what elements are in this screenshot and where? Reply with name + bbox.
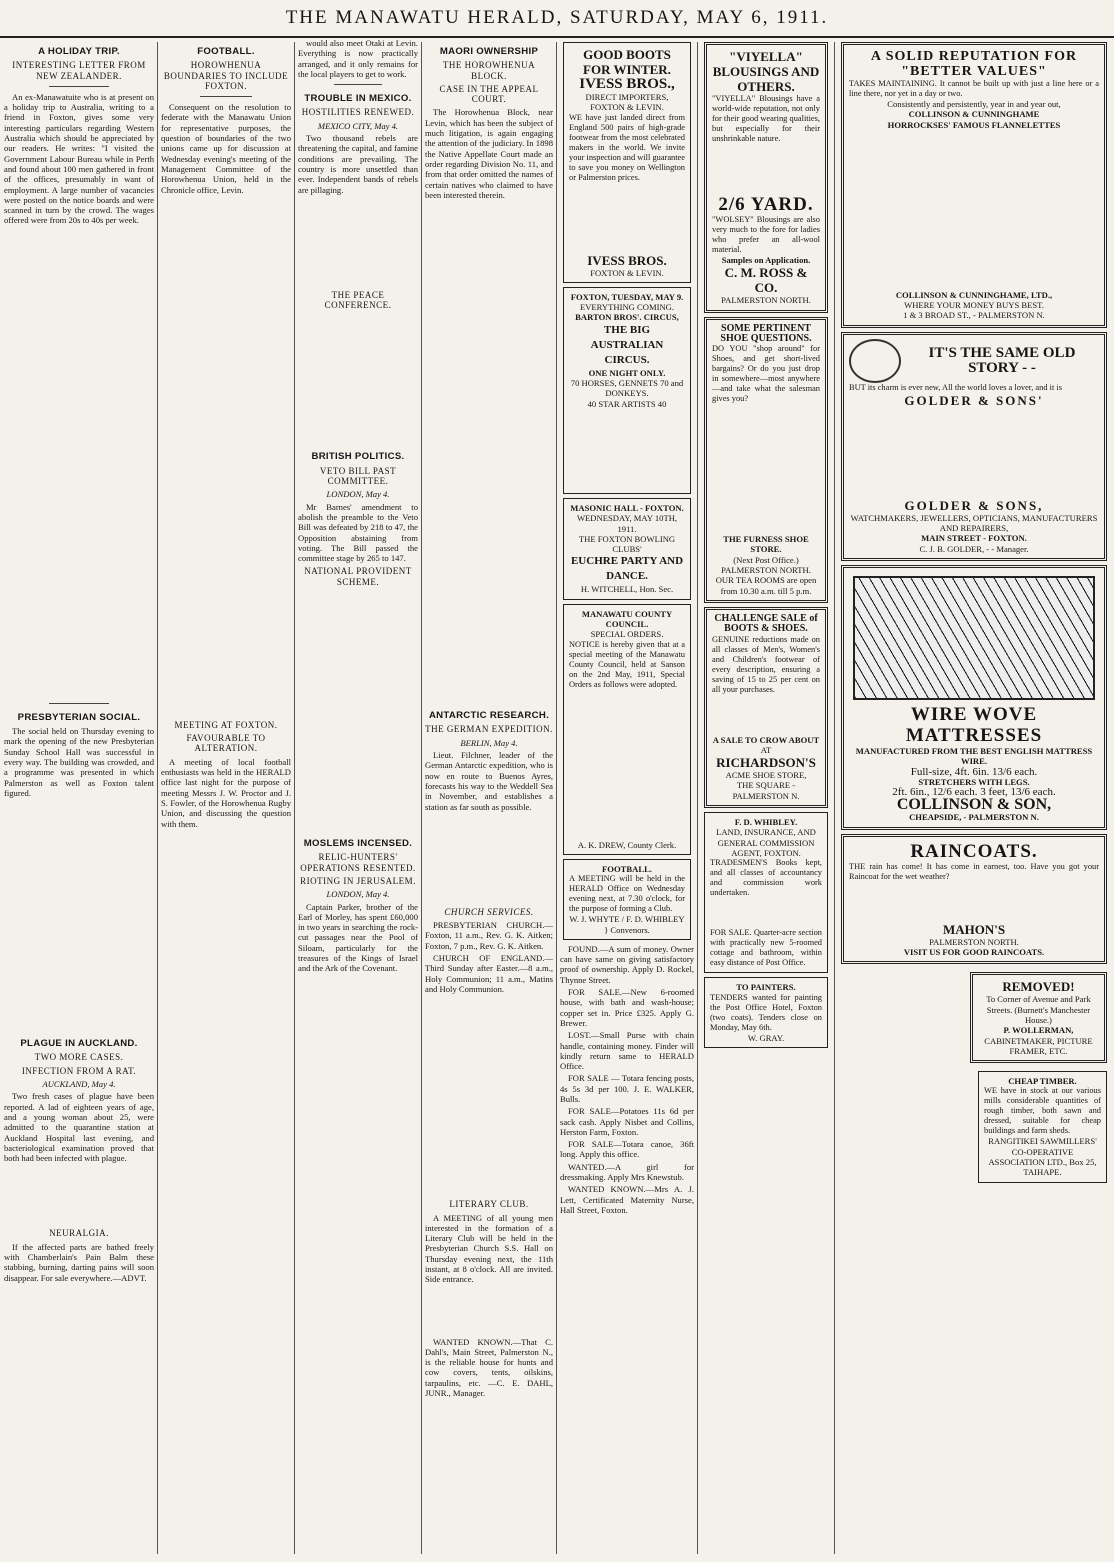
ad-title: EUCHRE PARTY AND DANCE. [570, 555, 684, 583]
ad-header-row [849, 339, 1099, 383]
dateline: LONDON, May 4. [326, 489, 390, 500]
ad-collinson-cunninghame [841, 42, 1107, 328]
classified-text: WANTED KNOWN.—That C. Dahl's, Main Street, Palmerston N., is the reliable house for hunts and cow covers, tents, oilskins, tarpaulins, etc. —C. E. DAHL, JUNR., Manager. [425, 1336, 553, 1399]
ad-row-left [838, 968, 967, 1067]
ad-title: REMOVED! [1002, 979, 1075, 995]
ad-euchre [563, 498, 691, 600]
subhead: TWO MORE CASES. [34, 1052, 124, 1063]
ad-address: MAIN STREET - FOXTON. [921, 533, 1027, 544]
article-continuation [298, 197, 418, 287]
ad-line: THE FOXTON BOWLING CLUBS' [578, 533, 676, 555]
ad-continuation [849, 882, 1099, 922]
ad-store: ACME SHOE STORE, [725, 770, 807, 781]
subhead: INTERESTING LETTER FROM NEW ZEALANDER. [12, 60, 146, 81]
ad-line: WEDNESDAY, MAY 10TH, 1911. [576, 513, 678, 534]
ad-title: CHALLENGE SALE of BOOTS & SHOES. [714, 612, 818, 635]
ad-address: 1 & 3 BROAD ST., - PALMERSTON N. [903, 310, 1045, 321]
ad-golder-sons [841, 332, 1107, 561]
ad-continuation [849, 130, 1099, 290]
column-5 [560, 38, 694, 1558]
subhead-meeting: MEETING AT FOXTON. [174, 719, 278, 730]
ad-line: EVERYTHING COMING. [579, 302, 675, 313]
ad-head: HORROCKSES' FAMOUS FLANNELETTES [887, 119, 1061, 130]
column-4 [425, 38, 553, 1558]
article-text: The Horowhenua Block, near Levin, which has been the subject of much litigation, is again engaging the attention of the judiciary. In 1898 the Native Appellate Court made an order regarding Division No. 11, and from that order omitted the names of certain natives who claimed to have been interested therein. [425, 107, 553, 200]
article-continuation [425, 814, 553, 904]
ad-continuation [569, 183, 685, 253]
headline-football: FOOTBALL. [197, 46, 255, 57]
ad-continuation [712, 144, 820, 194]
ad-mattresses [841, 565, 1107, 830]
subhead: HOSTILITIES RENEWED. [301, 107, 415, 118]
ad-address: CHEAPSIDE, - PALMERSTON N. [909, 812, 1039, 823]
subhead-church: CHURCH SERVICES. [444, 906, 534, 917]
ad-raincoats [841, 834, 1107, 965]
ad-body: THE rain has come! It has come in earnest, too. Have you got your Raincoat for the wet weather? [849, 861, 1099, 881]
ad-signature: W. J. WHYTE / F. D. WHIBLEY } Convenors. [569, 914, 685, 935]
ad-line: VISIT US FOR GOOD RAINCOATS. [903, 947, 1045, 958]
ad-line: MASONIC HALL - FOXTON. [570, 502, 684, 513]
ad-firm: MAHON'S [942, 921, 1006, 937]
headline-holiday-trip: A HOLIDAY TRIP. [38, 46, 120, 57]
newspaper-page [0, 38, 1114, 1558]
ad-location: PALMERSTON NORTH. [929, 936, 1019, 947]
article-text: Lieut. Filchner, leader of the German Antarctic expedition, who is now en route to Buenos Ayres, forecasts his way to the Weddell Sea in November, and establishes a station as far south as possible. [425, 750, 553, 812]
ring-illustration-icon [849, 339, 901, 383]
dateline: BERLIN, May 4. [460, 737, 518, 748]
ad-line: BARTON BROS'. CIRCUS, [575, 312, 679, 323]
article-continuation [4, 1165, 154, 1225]
dateline: MEXICO CITY, May 4. [317, 120, 399, 131]
divider [200, 96, 252, 97]
ad-ivess-boots [563, 42, 691, 283]
ad-body: "VIYELLA" Blousings have a world-wide reputation, not only for their good wearing qualities, but especially for their unshrinkable nature. [712, 94, 820, 143]
article-continuation [298, 976, 418, 1396]
ad-title: CHEAP TIMBER. [1008, 1076, 1077, 1087]
article-text: Mr Barnes' amendment to abolish the preamble to the Veto Bill was defeated by 218 to 47, the Opposition abstaining from voting. The Bill passed the committee stage by 265 to 147. [298, 501, 418, 564]
ad-price: 2/6 YARD. [718, 194, 814, 215]
ad-line: A SALE TO CROW ABOUT [712, 734, 820, 745]
ad-continuation [712, 695, 820, 735]
subhead-neuralgia: NEURALGIA. [49, 1228, 109, 1239]
column-7 [838, 38, 1110, 1558]
ad-price: 2ft. 6in., 12/6 each. 3 feet, 13/6 each. [892, 786, 1056, 799]
article-text: If the affected parts are bathed freely with Chamberlain's Pain Balm these stabbing, burning, darting pains will soon disappear. For sale everywhere.—ADVT. [4, 1241, 154, 1283]
ad-challenge-sale [704, 607, 828, 808]
classified-for-sale-canoe: FOR SALE—Totara canoe, 36ft long. Apply this office. [560, 1139, 694, 1160]
ad-tea-rooms: OUR TEA ROOMS are open from 10.30 a.m. till 5 p.m. [715, 575, 817, 596]
ad-continuation [569, 409, 685, 489]
ad-continuation [849, 408, 1099, 498]
subhead: RIOTING IN JERUSALEM. [300, 875, 416, 886]
subhead: FAVOURABLE TO ALTERATION. [186, 733, 266, 754]
column-3 [298, 38, 418, 1558]
ad-continuation [569, 690, 685, 840]
column-1 [4, 38, 154, 1558]
divider [49, 86, 109, 87]
ad-body: FOR SALE. Quarter-acre section with practically new 5-roomed cottage and bathroom, within easy distance of Post Office. [710, 928, 822, 968]
article-text: An ex-Manawatuite who is at present on a holiday trip to Australia, writing to a friend in Foxton, gives some very interesting particulars regarding Western Australia which should be appreciated by our readers. He writes: "I visited the Government Labour Bureau while in Perth and found about 100 men gathered in front of the offices, presumably in want of employment. A large number of vacancies were posted on the notice boards and were scanned in turn by the crowd. The wages offered were from 20s to 40s per week. [4, 91, 154, 226]
subhead: THE GERMAN EXPEDITION. [425, 724, 553, 735]
ad-sub: WHERE YOUR MONEY BUYS BEST. [904, 300, 1044, 311]
subhead: THE HOROWHENUA BLOCK. [442, 60, 536, 81]
column-rule [697, 42, 698, 1554]
subhead: THE PEACE CONFERENCE. [324, 289, 392, 311]
dateline: AUCKLAND, May 4. [42, 1079, 116, 1090]
classified-found: FOUND.—A sum of money. Owner can have same on giving satisfactory proof of ownership. Apply D. Rockel, Thynne Street. [560, 943, 694, 985]
ad-line: AT [760, 744, 772, 755]
ad-title: SOME PERTINENT SHOE QUESTIONS. [720, 322, 812, 344]
subhead: HOROWHENUA BOUNDARIES TO INCLUDE FOXTON. [163, 60, 289, 91]
article-text: Two thousand rebels are threatening the capital, and famine conditions are prevailing. The country is more unsettled than ever. Independent bands of rebels are pillaging. [298, 133, 418, 195]
classified-for-sale-potatoes: FOR SALE—Potatoes 11s 6d per sack cash. Apply Nisbet and Collins, Herston Farm, Foxton. [560, 1106, 694, 1137]
column-rule [556, 42, 557, 1554]
ad-date: FOXTON, TUESDAY, MAY 9. [570, 291, 684, 302]
article-text: Two fresh cases of plague have been reported. A lad of eighteen years of age, and a young woman about 25, were admitted to the quarantine station at Auckland Hospital last evening, and bacteriological examination proved that both had been infected with plague. [4, 1091, 154, 1164]
ad-firm: COLLINSON & SON, [896, 796, 1052, 814]
ad-circus [563, 287, 691, 494]
ad-title: IT'S THE SAME OLD STORY - - [928, 344, 1076, 376]
column-2 [161, 38, 291, 1558]
ad-signature: A. K. DREW, County Clerk. [577, 839, 677, 850]
subhead: NATIONAL PROVIDENT SCHEME. [304, 566, 412, 587]
ad-title: FOOTBALL. [602, 863, 652, 874]
ad-line: ONE NIGHT ONLY. [588, 367, 666, 378]
article-continuation [161, 197, 291, 717]
ad-whibley [704, 812, 828, 973]
ad-firm: RICHARDSON'S [716, 755, 816, 771]
ad-samples: Samples on Application. [721, 255, 811, 265]
subhead: CASE IN THE APPEAL COURT. [439, 83, 539, 105]
ad-shoe-questions [704, 317, 828, 603]
ad-location: PALMERSTON NORTH. [721, 295, 811, 306]
article-continuation [298, 313, 418, 443]
ad-sub: MANUFACTURED FROM THE BEST ENGLISH MATTRESS WIRE. [855, 745, 1093, 767]
article-continuation [425, 202, 553, 702]
headline-plague: PLAGUE IN AUCKLAND. [20, 1038, 138, 1050]
ad-sub: SPECIAL ORDERS. [590, 629, 664, 640]
ad-body: GENUINE reductions made on all classes of Men's, Women's and Children's footwear of every description, ensuring a saving of 15 to 25 per cent on all your purchases. [712, 634, 820, 694]
ad-title: A SOLID REPUTATION FOR "BETTER VALUES" [870, 49, 1078, 79]
headline-mexico: TROUBLE IN MEXICO. [304, 93, 412, 105]
ad-body: BUT its charm is ever new, All the world loves a lover, and it is [849, 382, 1062, 392]
ad-viyella [704, 42, 828, 313]
article-text: Captain Parker, brother of the Earl of Morley, has spent £60,000 in two years in searching the rock-cut passages near the Pool of Siloam, particularly for the treasures of the Kings of Israel and the Ark of the Covenant. [298, 901, 418, 974]
classified-wanted-girl: WANTED.—A girl for dressmaking. Apply Mrs Knewstub. [560, 1161, 694, 1183]
ad-cheap-timber [978, 1071, 1107, 1182]
ad-football-meeting [563, 859, 691, 940]
ad-title: "VIYELLA" BLOUSINGS AND OTHERS. [712, 49, 820, 94]
headline-maori-ownership: MAORI OWNERSHIP [439, 46, 539, 57]
column-rule [834, 42, 835, 1554]
ad-row [838, 968, 1110, 1067]
headline-presbyterian-social: PRESBYTERIAN SOCIAL. [17, 711, 141, 723]
ad-firm: P. WOLLERMAN, [1003, 1025, 1074, 1036]
ad-firm: THE FURNESS SHOE STORE. [723, 534, 809, 555]
article-continuation [425, 996, 553, 1196]
article-continuation [4, 800, 154, 1030]
ad-sub: FOXTON & LEVIN. [590, 267, 664, 278]
ad-location: THE SQUARE - PALMERSTON N. [732, 780, 800, 801]
ad-price: Full-size, 4ft. 6in. 13/6 each. [910, 765, 1038, 778]
ad-body: TRADESMEN'S Books kept, and all classes of accountancy and commission work undertaken. [710, 858, 822, 898]
ad-continuation [712, 404, 820, 534]
classified-for-sale-house: FOR SALE.—New 6-roomed house, with bath and wash-house; copper set in. Price £325. Apply G. Brewer. [560, 987, 694, 1028]
column-rule [294, 42, 295, 1554]
ad-sub: CABINETMAKER, PICTURE FRAMER, ETC. [984, 1035, 1093, 1056]
article-continuation [298, 590, 418, 830]
ad-signature: W. GRAY. [747, 1032, 785, 1043]
wire-mesh-illustration-icon [853, 576, 1095, 700]
article-text: PRESBYTERIAN CHURCH.—Foxton, 11 a.m., Rev. G. K. Aitken; Foxton, 7 p.m., Rev. G. K. Aitken. [425, 920, 553, 951]
ad-firm: COLLINSON & CUNNINGHAME [908, 109, 1040, 120]
ad-firm: IVESS BROS., [579, 76, 675, 92]
ad-line: 70 HORSES, GENNETS 70 and DONKEYS. [570, 378, 684, 399]
headline-moslems: MOSLEMS INCENSED. [303, 838, 413, 850]
column-rule [421, 42, 422, 1554]
ad-firm: COLLINSON & CUNNINGHAME, LTD., [895, 289, 1053, 300]
ad-firm: IVESS BROS. [587, 252, 667, 268]
ad-body: TENDERS wanted for painting the Post Office Hotel, Foxton (two coats). Tenders close on Monday, May 6th. [710, 992, 822, 1032]
ad-title: RAINCOATS. [910, 840, 1038, 862]
ad-body: DO YOU "shop around" for Shoes, and get short-lived bargains? Or do you just drop in somewhere—most anywhere—and take what the salesman gives you? [712, 344, 820, 404]
ad-body: WE have just landed direct from England 500 pairs of high-grade footwear from the most celebrated makers in the world. We invite your inspection and will guarantee to save you money on Wellington or Palmerston prices. [569, 112, 685, 182]
headline-antarctic: ANTARCTIC RESEARCH. [428, 710, 550, 722]
article-text: The social held on Thursday evening to mark the opening of the new Presbyterian Sunday School Hall was successful in every way. The building was crowded, and a programme was presented in which Palmerston as well as Foxton talent figured. [4, 726, 154, 798]
article-text: would also meet Otaki at Levin. Everything is now practically arranged, and it only remains for the local players to get to work. [298, 38, 418, 79]
ad-firm: F. D. WHIBLEY. [734, 817, 798, 828]
classified-lost: LOST.—Small Purse with chain handle, containing money. Finder will kindly return same to HERALD Office. [560, 1030, 694, 1072]
headline-british-politics: BRITISH POLITICS. [311, 451, 405, 463]
ad-painters [704, 977, 828, 1048]
column-rule [157, 42, 158, 1554]
ad-body: A MEETING will be held in the HERALD Office on Wednesday evening next, at 7.30 o'clock, for the purpose of forming a Club. [569, 874, 685, 914]
ad-title: GOOD BOOTS FOR WINTER. [583, 47, 671, 77]
article-text: A meeting of local football enthusiasts was held in the HERALD office last night for the purpose of meeting Messrs J. W. Proctor and J. S. Fowler, of the Horowhenua Rugby Union, and discussing the question with them. [161, 756, 291, 829]
masthead: THE MANAWATU HERALD, SATURDAY, MAY 6, 1911. [0, 0, 1114, 38]
ad-title: THE BIG AUSTRALIAN CIRCUS. [590, 323, 664, 366]
article-continuation [161, 831, 291, 1431]
article-continuation [4, 228, 154, 698]
divider [334, 84, 382, 85]
ad-location: (Next Post Office.) PALMERSTON NORTH. [721, 554, 811, 576]
dateline: LONDON, May 4. [326, 889, 390, 900]
ad-line: 40 STAR ARTISTS 40 [587, 398, 667, 409]
article-text: CHURCH OF ENGLAND.—Third Sunday after Easter.—8 a.m., Holy Communion; 11 a.m., Matins and Holy Communion. [425, 953, 553, 994]
ad-title: MANAWATU COUNTY COUNCIL. [581, 608, 673, 630]
ad-body: To Corner of Avenue and Park Streets. (Burnett's Manchester House.) [986, 994, 1091, 1025]
ad-county-council [563, 604, 691, 855]
subhead: INFECTION FROM A RAT. [21, 1065, 137, 1076]
ad-signature: RANGITIKEI SAWMILLERS' CO-OPERATIVE ASSOCIATION LTD., Box 25, TAIHAPE. [988, 1136, 1097, 1178]
classified-wanted-nurse: WANTED KNOWN.—Mrs A. J. Lett, Certificated Maternity Nurse, Hall Street, Foxton. [560, 1184, 694, 1215]
ad-continuation [710, 898, 822, 928]
ad-title: WIRE WOVE MATTRESSES [905, 703, 1043, 746]
subhead: RELIC-HUNTERS' OPERATIONS RESENTED. [300, 852, 416, 873]
article-text: A MEETING of all young men interested in the formation of a Literary Club will be held in the Presbyterian Church S.S. Hall on Thursday evening next, the 11th instant, at 8 o'clock. All are invited. Side entrance. [425, 1212, 553, 1285]
ad-manager: C. J. B. GOLDER, - - Manager. [919, 543, 1029, 554]
ad-line: Consistently and persistently, year in and year out, [887, 99, 1061, 109]
article-continuation [425, 1287, 553, 1337]
ad-body: TAKES MAINTAINING. It cannot be built up with just a line here or a line there, nor yet in a day or two. [849, 79, 1099, 98]
ad-sub: LAND, INSURANCE, AND GENERAL COMMISSION AGENT, FOXTON. [716, 827, 816, 858]
ad-signature: H. WITCHELL, Hon. Sec. [580, 584, 674, 595]
ad-body: WE have in stock at our various mills considerable quantities of rough timber, both sawn and dressed, suitable for cheap buildings and farm sheds. [984, 1086, 1101, 1136]
ad-firm: C. M. ROSS & CO. [724, 265, 808, 296]
ad-sub: WATCHMAKERS, JEWELLERS, OPTICIANS, MANUFACTURERS AND REPAIRERS, [850, 512, 1098, 534]
subhead: VETO BILL PAST COMMITTEE. [319, 465, 397, 487]
ad-removed [970, 972, 1107, 1063]
classified-for-sale-posts: FOR SALE — Totara fencing posts, 4s 5s 3d per 100. J. E. WALKER, Bulls. [560, 1073, 694, 1104]
divider [49, 703, 109, 704]
ad-title: TO PAINTERS. [736, 982, 796, 993]
ad-body: "WOLSEY" Blousings are also very much to the fore for ladies who prefer an all-wool material. [712, 215, 820, 254]
ad-line: STRETCHERS WITH LEGS. [918, 776, 1030, 787]
ad-sub: DIRECT IMPORTERS, FOXTON & LEVIN. [585, 92, 669, 113]
article-text: Consequent on the resolution to federate with the Manawatu Union for representative purposes, the question of boundaries of the two unions came up for discussion at Wednesday evening's meeting of the Management Committee of the Horowhenua Union, held in the Chronicle office, Levin. [161, 102, 291, 195]
ad-firm: GOLDER & SONS' [904, 392, 1044, 408]
ad-firm: GOLDER & SONS, [904, 497, 1044, 513]
ad-body: NOTICE is hereby given that at a special meeting of the Manawatu County Council, held at Sanson on the 2nd May, 1911, Special Orders as follows were adopted. [569, 639, 685, 689]
subhead-literary: LITERARY CLUB. [449, 1199, 529, 1210]
column-6 [701, 38, 831, 1558]
